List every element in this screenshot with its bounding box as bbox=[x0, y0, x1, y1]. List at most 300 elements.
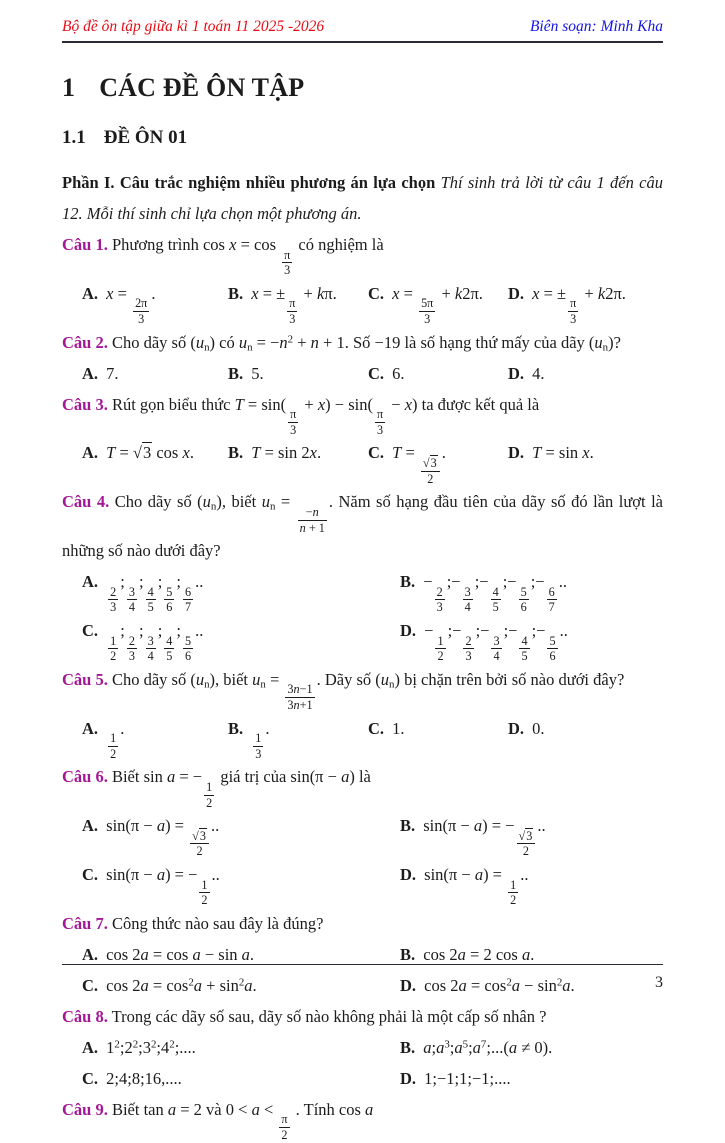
question-options bbox=[62, 566, 663, 664]
math-var: x bbox=[251, 283, 259, 303]
math-var: a bbox=[193, 975, 203, 995]
option-letter: C. bbox=[82, 865, 99, 885]
question-label: Câu 8. bbox=[62, 1006, 108, 1026]
math-var: a bbox=[457, 944, 466, 964]
math-var: x bbox=[229, 235, 237, 254]
math-var: x bbox=[582, 443, 590, 463]
math-subscript: n bbox=[210, 501, 217, 514]
question-label: Câu 6. bbox=[62, 767, 108, 787]
sqrt-overline: 3 bbox=[142, 443, 152, 463]
option-letter: D. bbox=[508, 363, 525, 383]
math-fraction bbox=[183, 634, 193, 664]
fraction-denominator: 3 bbox=[110, 600, 117, 615]
section-number: 1 bbox=[62, 73, 76, 102]
option-letter: A. bbox=[82, 718, 99, 738]
math-var: T bbox=[234, 394, 244, 414]
math-superscript: 5 bbox=[462, 1038, 469, 1051]
math-sqrt: √3 bbox=[518, 828, 533, 843]
fraction-numerator: 1 bbox=[110, 633, 117, 648]
math-fraction bbox=[279, 1112, 289, 1142]
option-letter: C. bbox=[368, 443, 385, 463]
option-letter: D. bbox=[400, 1068, 417, 1088]
option-b: B. x = ± $\frac{\pi}{3}$ + kπ. bbox=[228, 283, 337, 327]
math-fraction bbox=[547, 634, 557, 664]
option-b: B. T = sin 2x. bbox=[228, 443, 322, 463]
question-options bbox=[62, 713, 663, 762]
fraction-denominator: 3n+1 bbox=[287, 697, 313, 712]
fraction-denominator: 3 bbox=[290, 422, 297, 437]
math-var: n bbox=[279, 332, 288, 352]
option-letter: A. bbox=[82, 363, 99, 383]
option-letter: C. bbox=[368, 363, 385, 383]
math-fraction bbox=[108, 585, 118, 615]
fraction-numerator: 4 bbox=[521, 633, 528, 648]
math-var: n bbox=[312, 504, 319, 519]
option-letter: C. bbox=[368, 718, 385, 738]
fraction-numerator: 2π bbox=[135, 296, 148, 311]
math-var: u bbox=[594, 332, 603, 352]
fraction-denominator: 3 bbox=[284, 263, 291, 278]
fraction-denominator: 6 bbox=[549, 649, 556, 664]
page-number: 3 bbox=[655, 974, 663, 991]
option-c: C. T = $\frac{√3}{2}$ . bbox=[368, 443, 446, 486]
question-body: Cho dãy số (un), biết un = $\frac{3n-1}{3n+1}$ . Dãy số (un) bị chặn trên bởi số nào dưới đây? bbox=[111, 669, 625, 712]
question-label: Câu 9. bbox=[62, 1099, 108, 1119]
math-var: x bbox=[309, 443, 317, 463]
question-4 bbox=[62, 486, 663, 663]
fraction-denominator: 4 bbox=[493, 649, 500, 664]
math-var: a bbox=[511, 975, 521, 995]
math-fraction bbox=[435, 634, 445, 664]
question-5 bbox=[62, 664, 663, 762]
option-letter: C. bbox=[82, 1068, 99, 1088]
math-superscript: 7 bbox=[480, 1038, 487, 1051]
question-body: Cho dãy số (un), biết un = $\frac{-n}{n + 1}$ . Năm số hạng đầu tiên của dãy số đó lần lượt là những số nào dưới đây? bbox=[62, 492, 664, 561]
option-a: A. $\frac{1}{2}$ . bbox=[82, 718, 125, 761]
fraction-numerator: 5π bbox=[421, 296, 434, 311]
question-label: Câu 3. bbox=[62, 394, 108, 414]
question-text bbox=[62, 229, 663, 278]
math-fraction bbox=[435, 585, 445, 615]
math-fraction bbox=[108, 634, 118, 664]
question-3 bbox=[62, 389, 663, 487]
fraction-numerator: 4 bbox=[147, 584, 154, 599]
question-label: Câu 1. bbox=[62, 235, 108, 254]
math-fraction bbox=[287, 296, 297, 326]
fraction-denominator: n + 1 bbox=[299, 520, 325, 535]
math-var: n bbox=[293, 697, 300, 712]
option-c: C. sin(π − a) = − $\frac{1}{2}$ .. bbox=[82, 865, 220, 908]
option-b: B. cos 2a = 2 cos a. bbox=[400, 944, 535, 964]
running-header bbox=[62, 18, 663, 36]
option-letter: D. bbox=[400, 865, 417, 885]
question-6 bbox=[62, 761, 663, 907]
math-var: n bbox=[293, 682, 300, 697]
option-letter: A. bbox=[82, 572, 99, 592]
subsection-number: 1.1 bbox=[62, 127, 86, 148]
math-var: a bbox=[156, 816, 166, 836]
fraction-numerator: π bbox=[570, 296, 577, 311]
math-fraction bbox=[547, 585, 557, 615]
question-label: Câu 5. bbox=[62, 669, 108, 689]
question-text bbox=[62, 1094, 663, 1143]
option-letter: D. bbox=[400, 620, 417, 640]
math-var: n bbox=[310, 332, 319, 352]
option-letter: C. bbox=[82, 975, 99, 995]
fraction-numerator: π bbox=[290, 407, 297, 422]
fraction-numerator: 5 bbox=[166, 584, 173, 599]
option-letter: D. bbox=[508, 283, 525, 303]
option-d: D. 0. bbox=[508, 718, 545, 738]
section-title-text: CÁC ĐỀ ÔN TẬP bbox=[99, 73, 305, 102]
fraction-numerator: 3 bbox=[147, 633, 154, 648]
fraction-numerator: 3 bbox=[493, 633, 500, 648]
option-letter: B. bbox=[228, 283, 244, 303]
option-letter: A. bbox=[82, 816, 99, 836]
fraction-denominator: 3 bbox=[436, 600, 443, 615]
math-var: a bbox=[192, 944, 201, 964]
question-1 bbox=[62, 229, 663, 327]
subsection-title bbox=[62, 127, 663, 149]
math-var: a bbox=[241, 944, 250, 964]
fraction-numerator: −n bbox=[298, 505, 327, 521]
math-superscript: 2 bbox=[238, 976, 245, 989]
option-a: A. x = $\frac{2\pi}{3}$ . bbox=[82, 283, 156, 327]
question-text bbox=[62, 908, 663, 939]
fraction-denominator: 2 bbox=[110, 746, 117, 761]
option-b: B. $\frac{1}{3}$ . bbox=[228, 718, 270, 761]
fraction-denominator: 6 bbox=[184, 649, 192, 664]
fraction-denominator: 3 bbox=[424, 312, 431, 327]
fraction-denominator: 3 bbox=[465, 649, 472, 664]
math-var: k bbox=[316, 283, 325, 303]
question-label: Câu 4. bbox=[62, 492, 110, 512]
fraction-denominator: 2 bbox=[201, 893, 208, 908]
fraction-numerator: 1 bbox=[110, 731, 117, 746]
math-var: x bbox=[392, 283, 400, 303]
math-fraction bbox=[568, 296, 578, 326]
fraction-numerator: 1 bbox=[201, 877, 208, 892]
option-letter: B. bbox=[228, 443, 244, 463]
fraction-numerator: 5 bbox=[520, 584, 527, 599]
page-footer bbox=[62, 964, 663, 992]
math-var: x bbox=[317, 394, 326, 414]
math-sqrt: √3 bbox=[132, 443, 152, 463]
option-letter: D. bbox=[400, 975, 417, 995]
fraction-numerator: 6 bbox=[184, 584, 192, 599]
fraction-denominator: 4 bbox=[128, 600, 135, 615]
math-fraction bbox=[133, 296, 149, 326]
math-var: a bbox=[167, 1099, 177, 1119]
option-letter: B. bbox=[228, 363, 244, 383]
fraction-numerator: 2 bbox=[128, 633, 135, 648]
math-fraction bbox=[183, 585, 193, 615]
option-letter: C. bbox=[368, 283, 385, 303]
option-a: A. $\frac{2}{3}$ ; $\frac{3}{4}$ ; $\frac{4}{5}$ ; $\frac{5}{6}$ ; $\frac{6}{7}$ .. bbox=[82, 572, 204, 615]
question-options bbox=[62, 437, 663, 486]
math-fraction bbox=[127, 585, 137, 615]
fraction-numerator: 1 bbox=[206, 780, 213, 794]
fraction-denominator: 2 bbox=[196, 844, 203, 859]
option-a: A. cos 2a = cos a − sin a. bbox=[82, 944, 255, 964]
question-text bbox=[62, 327, 663, 358]
option-a: A. 7. bbox=[82, 363, 119, 383]
math-var: T bbox=[106, 443, 116, 463]
part-heading bbox=[62, 167, 663, 229]
question-body: Cho dãy số (un) có un = $-n^2 + n + 1$. Số −19 là số hạng thứ mấy của dãy (un)? bbox=[111, 332, 621, 354]
fraction-numerator bbox=[190, 829, 209, 845]
math-var: k bbox=[597, 283, 606, 303]
fraction-numerator: 5 bbox=[549, 633, 556, 648]
math-fraction bbox=[419, 296, 435, 326]
math-var: a bbox=[454, 1037, 463, 1057]
math-var: T bbox=[251, 443, 261, 463]
math-superscript: 2 bbox=[132, 1038, 139, 1051]
math-superscript: 3 bbox=[444, 1038, 450, 1051]
option-b: B. − $\frac{2}{3}$ ;− $\frac{3}{4}$ ;− $\frac{4}{5}$ ;− $\frac{5}{6}$ ;− $\frac{6}{7}$ .. bbox=[400, 572, 567, 615]
fraction-numerator: 5 bbox=[184, 633, 192, 648]
math-var: k bbox=[454, 283, 463, 303]
option-d: D. 1;−1;1;−1;.... bbox=[400, 1068, 511, 1088]
math-subscript: n bbox=[247, 341, 253, 354]
question-text bbox=[62, 761, 663, 810]
question-2 bbox=[62, 327, 663, 389]
option-c: C. x = $\frac{5\pi}{3}$ + k2π. bbox=[368, 283, 483, 327]
fraction-numerator: 3n−1 bbox=[287, 682, 313, 697]
math-var: a bbox=[341, 767, 350, 787]
fraction-denominator: 5 bbox=[147, 600, 154, 615]
sqrt-overline: 3 bbox=[430, 456, 437, 471]
fraction-denominator: 2 bbox=[522, 844, 529, 859]
fraction-denominator: 4 bbox=[464, 600, 471, 615]
math-var: u bbox=[195, 669, 205, 689]
fraction-numerator: π bbox=[376, 407, 384, 422]
fraction-denominator: 3 bbox=[376, 422, 384, 437]
option-c: C. $\frac{1}{2}$ ; $\frac{2}{3}$ ; $\frac{3}{4}$ ; $\frac{4}{5}$ ; $\frac{5}{6}$ .. bbox=[82, 620, 204, 664]
fraction-denominator: 7 bbox=[548, 600, 555, 615]
math-fraction bbox=[146, 585, 156, 615]
header-rule bbox=[62, 41, 663, 43]
math-var: a bbox=[140, 944, 149, 964]
question-label: Câu 7. bbox=[62, 913, 108, 933]
header-author: Biên soạn: Minh Kha bbox=[529, 18, 663, 35]
math-superscript: 2 bbox=[150, 1038, 157, 1051]
questions-list bbox=[62, 229, 663, 1143]
option-a: A. T = √3 cos x. bbox=[82, 443, 194, 463]
fraction-denominator: 2 bbox=[110, 649, 117, 664]
math-var: T bbox=[392, 443, 402, 463]
math-var: a bbox=[508, 1037, 518, 1057]
math-fraction bbox=[204, 780, 214, 810]
fraction-numerator: 4 bbox=[166, 633, 173, 648]
question-options bbox=[62, 278, 663, 327]
question-body: Biết tan a = 2 và 0 < a < $\frac{\pi}{2}$ . Tính cos a bbox=[111, 1099, 374, 1143]
math-var: T bbox=[532, 443, 542, 463]
fraction-denominator: 6 bbox=[166, 600, 173, 615]
math-superscript: 2 bbox=[169, 1038, 175, 1051]
section-title bbox=[62, 73, 663, 103]
fraction-numerator: 4 bbox=[492, 584, 499, 599]
math-fraction bbox=[463, 585, 473, 615]
fraction-denominator: 2 bbox=[510, 893, 517, 908]
option-letter: B. bbox=[400, 1037, 416, 1057]
math-var: x bbox=[182, 443, 190, 463]
math-var: u bbox=[380, 669, 390, 689]
math-fraction bbox=[285, 682, 314, 712]
math-superscript: 2 bbox=[556, 976, 563, 989]
option-letter: A. bbox=[82, 283, 99, 303]
fraction-numerator: π bbox=[284, 247, 291, 262]
option-d: D. T = sin x. bbox=[508, 443, 594, 463]
question-body: Phương trình cos x = cos $\frac{\pi}{3}$ có nghiệm là bbox=[111, 235, 384, 278]
option-letter: D. bbox=[508, 718, 525, 738]
footer-rule bbox=[62, 964, 663, 965]
math-var: x bbox=[404, 394, 413, 414]
math-subscript: n bbox=[204, 678, 210, 691]
question-body: Rút gọn biểu thức T = sin( $\frac{\pi}{3}$ + x) − sin( $\frac{\pi}{3}$ − x) ta được kết quả là bbox=[111, 394, 540, 437]
fraction-numerator: 1 bbox=[437, 633, 444, 648]
question-options bbox=[62, 1032, 663, 1094]
option-b: B. $a;a^3;a^5;a^7;...(a \ne 0)$. bbox=[400, 1037, 553, 1057]
fraction-numerator bbox=[421, 456, 440, 472]
math-var: a bbox=[458, 975, 467, 995]
fraction-denominator: 5 bbox=[166, 649, 173, 664]
math-fraction bbox=[282, 248, 292, 278]
math-var: u bbox=[252, 669, 261, 689]
option-letter: B. bbox=[228, 718, 244, 738]
sqrt-overline: 3 bbox=[526, 828, 533, 843]
math-var: a bbox=[521, 944, 531, 964]
option-d: D. $\cos 2a = \cos^2a - \sin^2a$. bbox=[400, 975, 575, 995]
option-letter: A. bbox=[82, 1037, 99, 1057]
fraction-numerator: 3 bbox=[128, 584, 135, 599]
question-text bbox=[62, 486, 663, 566]
math-fraction bbox=[491, 585, 501, 615]
math-fraction bbox=[519, 634, 529, 664]
question-text bbox=[62, 664, 663, 713]
option-c: C. 6. bbox=[368, 363, 405, 383]
fraction-denominator: 2 bbox=[437, 649, 444, 664]
math-subscript: n bbox=[204, 341, 210, 354]
math-var: a bbox=[423, 1037, 432, 1057]
fraction-denominator: 2 bbox=[281, 1128, 288, 1143]
math-fraction bbox=[288, 407, 298, 437]
math-superscript: 2 bbox=[188, 976, 194, 989]
math-fraction bbox=[517, 829, 536, 859]
fraction-denominator: 5 bbox=[492, 600, 499, 615]
math-fraction bbox=[298, 505, 327, 535]
math-sqrt: √3 bbox=[422, 456, 437, 471]
fraction-numerator: 6 bbox=[548, 584, 555, 599]
option-c: C. $\cos 2a = \cos^2a + \sin^2a$. bbox=[82, 975, 257, 995]
math-var: u bbox=[238, 332, 248, 352]
math-var: x bbox=[106, 283, 114, 303]
math-fraction bbox=[375, 407, 385, 437]
fraction-numerator: 1 bbox=[255, 731, 262, 746]
math-var: a bbox=[473, 816, 483, 836]
sqrt-overline: 3 bbox=[199, 828, 206, 843]
math-superscript: 2 bbox=[287, 333, 294, 346]
math-fraction bbox=[491, 634, 501, 664]
math-var: a bbox=[156, 865, 166, 885]
option-letter: A. bbox=[82, 443, 99, 463]
math-fraction bbox=[463, 634, 473, 664]
fraction-numerator: 2 bbox=[465, 633, 472, 648]
question-8 bbox=[62, 1001, 663, 1094]
fraction-denominator: 7 bbox=[184, 600, 192, 615]
math-var: a bbox=[472, 1037, 481, 1057]
math-fraction bbox=[508, 878, 518, 908]
option-letter: D. bbox=[508, 443, 525, 463]
question-text bbox=[62, 1001, 663, 1032]
option-c: C. 2;4;8;16,.... bbox=[82, 1068, 182, 1088]
math-var: a bbox=[562, 975, 571, 995]
fraction-numerator: 2 bbox=[436, 584, 443, 599]
fraction-denominator: 2 bbox=[427, 471, 434, 486]
fraction-denominator: 6 bbox=[520, 600, 527, 615]
math-var: u bbox=[195, 332, 205, 352]
option-c: C. 1. bbox=[368, 718, 405, 738]
math-subscript: n bbox=[269, 501, 276, 514]
option-letter: B. bbox=[400, 572, 416, 592]
option-b: B. 5. bbox=[228, 363, 264, 383]
math-superscript: 2 bbox=[114, 1038, 120, 1051]
fraction-numerator: π bbox=[289, 296, 296, 311]
option-letter: A. bbox=[82, 944, 99, 964]
math-var: u bbox=[202, 492, 211, 512]
question-text bbox=[62, 389, 663, 438]
math-subscript: n bbox=[260, 678, 266, 691]
question-body: Biết sin a = − $\frac{1}{2}$ giá trị của sin(π − a) là bbox=[111, 767, 371, 810]
math-fraction bbox=[127, 634, 137, 664]
header-course-title: Bộ đề ôn tập giữa kì 1 toán 11 2025 -2026 bbox=[62, 18, 325, 35]
fraction-denominator: 3 bbox=[289, 312, 296, 327]
option-letter: B. bbox=[400, 816, 416, 836]
question-body: Công thức nào sau đây là đúng? bbox=[111, 913, 324, 933]
option-letter: C. bbox=[82, 620, 99, 640]
math-fraction bbox=[421, 456, 440, 486]
fraction-numerator: 3 bbox=[464, 584, 471, 599]
math-fraction bbox=[146, 634, 156, 664]
math-var: a bbox=[166, 767, 176, 787]
fraction-numerator: π bbox=[281, 1112, 288, 1127]
math-subscript: n bbox=[602, 341, 609, 354]
math-var: a bbox=[474, 865, 484, 885]
math-var: a bbox=[436, 1037, 445, 1057]
math-var: u bbox=[261, 492, 270, 512]
math-fraction bbox=[108, 731, 118, 761]
subsection-title-text: ĐỀ ÔN 01 bbox=[103, 127, 188, 148]
math-var: n bbox=[299, 520, 306, 535]
math-sqrt: √3 bbox=[192, 828, 206, 843]
part-heading-bold: Phần I. Câu trắc nghiệm nhiều phương án lựa chọn bbox=[62, 173, 436, 192]
math-fraction bbox=[164, 634, 174, 664]
fraction-denominator: 2 bbox=[206, 795, 213, 810]
math-superscript: 2 bbox=[506, 976, 512, 989]
math-var: a bbox=[251, 1099, 260, 1119]
question-9 bbox=[62, 1094, 663, 1143]
math-var: a bbox=[244, 975, 253, 995]
fraction-numerator: 1 bbox=[510, 877, 517, 892]
fraction-numerator: 2 bbox=[110, 584, 117, 599]
math-var: a bbox=[365, 1099, 374, 1119]
fraction-denominator: 3 bbox=[255, 746, 262, 761]
math-var: a bbox=[140, 975, 149, 995]
option-letter: B. bbox=[400, 944, 416, 964]
math-fraction bbox=[253, 731, 263, 761]
question-options bbox=[62, 358, 663, 389]
option-d: D. − $\frac{1}{2}$ ;− $\frac{2}{3}$ ;− $\frac{3}{4}$ ;− $\frac{4}{5}$ ;− $\frac{5}{6}$ .. bbox=[400, 620, 568, 664]
